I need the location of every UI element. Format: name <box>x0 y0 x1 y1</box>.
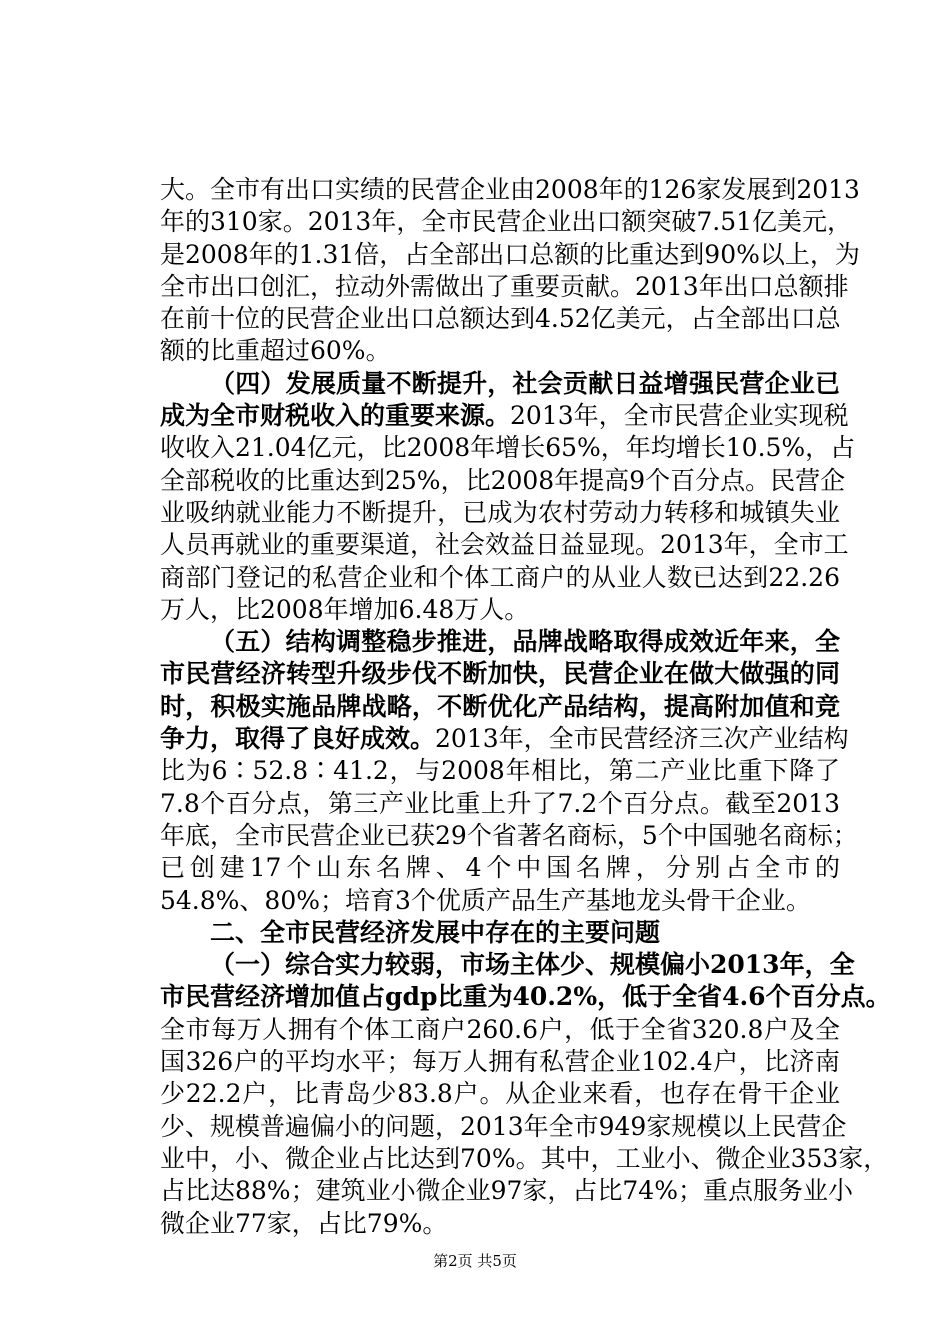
body-text: 业吸纳就业能力不断提升，已成为农村劳动力转移和城镇失业 <box>160 497 840 527</box>
text-line <box>160 691 840 723</box>
bold-heading-text: （五）结构调整稳步推进，品牌战略取得成效近年来，全 <box>210 627 840 657</box>
bold-heading-text: 时，积极实施品牌战略，不断优化产品结构，提高附加值和竞 <box>160 691 840 721</box>
body-text: 额的比重超过60%。 <box>160 336 391 366</box>
text-line <box>160 1078 840 1110</box>
page-footer: 第2页 共5页 <box>433 1252 517 1270</box>
text-line <box>160 626 840 658</box>
body-text: 万人，比2008年增加6.48万人。 <box>160 594 530 624</box>
body-text: 收收入21.04亿元，比2008年增长65%，年均增长10.5%，占 <box>160 433 856 463</box>
body-text: 大。全市有出口实绩的民营企业由2008年的126家发展到2013 <box>160 175 860 204</box>
body-text: 年底，全市民营企业已获29个省著名商标，5个中国驰名商标； <box>160 820 858 850</box>
paragraph <box>160 626 858 917</box>
text-line <box>160 529 849 561</box>
body-text: 2013年，全市民营经济三次产业结构 <box>435 724 849 754</box>
text-line <box>160 1175 853 1207</box>
body-text: 2013年，全市民营企业实现税 <box>510 401 849 431</box>
body-text: 7.8个百分点，第三产业比重上升了7.2个百分点。截至2013 <box>160 788 840 818</box>
body-text: 微企业77家，占比79%。 <box>160 1208 448 1238</box>
text-line <box>160 917 840 949</box>
text-line <box>160 723 849 755</box>
text-line <box>160 206 853 238</box>
paragraph <box>160 917 840 949</box>
text-line <box>160 562 840 594</box>
body-text: 是2008年的1.31倍，占全部出口总额的比重达到90%以上，为 <box>160 239 860 269</box>
body-text: 在前十位的民营企业出口总额达到4.52亿美元，占全部出口总 <box>160 304 841 334</box>
text-line <box>160 1143 889 1175</box>
text-line <box>160 949 855 981</box>
text-line <box>160 1014 840 1046</box>
text-line <box>160 788 840 820</box>
body-text: 已创建17个山东名牌、4个中国名牌，分别占全市的 <box>160 853 840 883</box>
text-line <box>160 1046 840 1078</box>
text-line <box>160 755 840 787</box>
text-line <box>160 400 849 432</box>
text-line <box>160 1208 840 1240</box>
body-text: 业中，小、微企业占比达到70%。其中，工业小、微企业353家， <box>160 1143 889 1173</box>
paragraph <box>160 368 856 626</box>
bold-heading-text: （一）综合实力较弱，市场主体少、规模偏小2013年，全 <box>210 950 855 980</box>
text-line <box>160 497 840 529</box>
text-line <box>160 594 840 626</box>
body-text: 占比达88%；建筑业小微企业97家，占比74%；重点服务业小 <box>160 1176 853 1206</box>
text-line <box>160 885 840 917</box>
body-text: 年的310家。2013年，全市民营企业出口额突破7.51亿美元， <box>160 207 853 237</box>
text-line <box>160 239 860 271</box>
text-line <box>160 465 846 497</box>
text-line <box>160 432 856 464</box>
bold-heading-text: （四）发展质量不断提升，社会贡献日益增强民营企业已 <box>210 368 840 398</box>
document-body <box>160 174 891 1240</box>
body-text: 比为6∶52.8∶41.2，与2008年相比，第二产业比重下降了 <box>160 756 840 786</box>
body-text: 全市出口创汇，拉动外需做出了重要贡献。2013年出口总额排 <box>160 271 849 301</box>
bold-heading-text: 成为全市财税收入的重要来源。 <box>160 401 511 431</box>
text-line <box>160 820 858 852</box>
text-line <box>160 1111 847 1143</box>
body-text: 全部税收的比重达到25%，比2008年提高9个百分点。民营企 <box>160 465 846 495</box>
text-line <box>160 303 840 335</box>
text-line <box>160 658 840 690</box>
text-line <box>160 981 891 1013</box>
text-line <box>160 271 849 303</box>
text-line <box>160 174 860 206</box>
text-line <box>160 852 840 884</box>
text-line <box>160 368 840 400</box>
body-text: 国326户的平均水平；每万人拥有私营企业102.4户，比济南 <box>160 1047 840 1077</box>
paragraph <box>160 949 891 1240</box>
body-text: 少22.2户，比青岛少83.8户。从企业来看，也存在骨干企业 <box>160 1079 840 1109</box>
bold-heading-text: 市民营经济转型升级步伐不断加快，民营企业在做大做强的同 <box>160 659 840 689</box>
bold-heading-text: 二、全市民营经济发展中存在的主要问题 <box>210 917 661 947</box>
body-text: 人员再就业的重要渠道，社会效益日益显现。2013年，全市工 <box>160 530 849 560</box>
body-text: 54.8%、80%；培育3个优质产品生产基地龙头骨干企业。 <box>160 885 811 915</box>
paragraph <box>160 174 860 368</box>
bold-heading-text: 争力，取得了良好成效。 <box>160 724 436 754</box>
body-text: 全市每万人拥有个体工商户260.6户，低于全省320.8户及全 <box>160 1014 840 1044</box>
body-text: 少、规模普遍偏小的问题，2013年全市949家规模以上民营企 <box>160 1111 847 1141</box>
body-text: 商部门登记的私营企业和个体工商户的从业人数已达到22.26 <box>160 562 840 592</box>
bold-heading-text: 市民营经济增加值占gdp比重为40.2%，低于全省4.6个百分点。 <box>160 982 891 1012</box>
text-line <box>160 335 840 367</box>
